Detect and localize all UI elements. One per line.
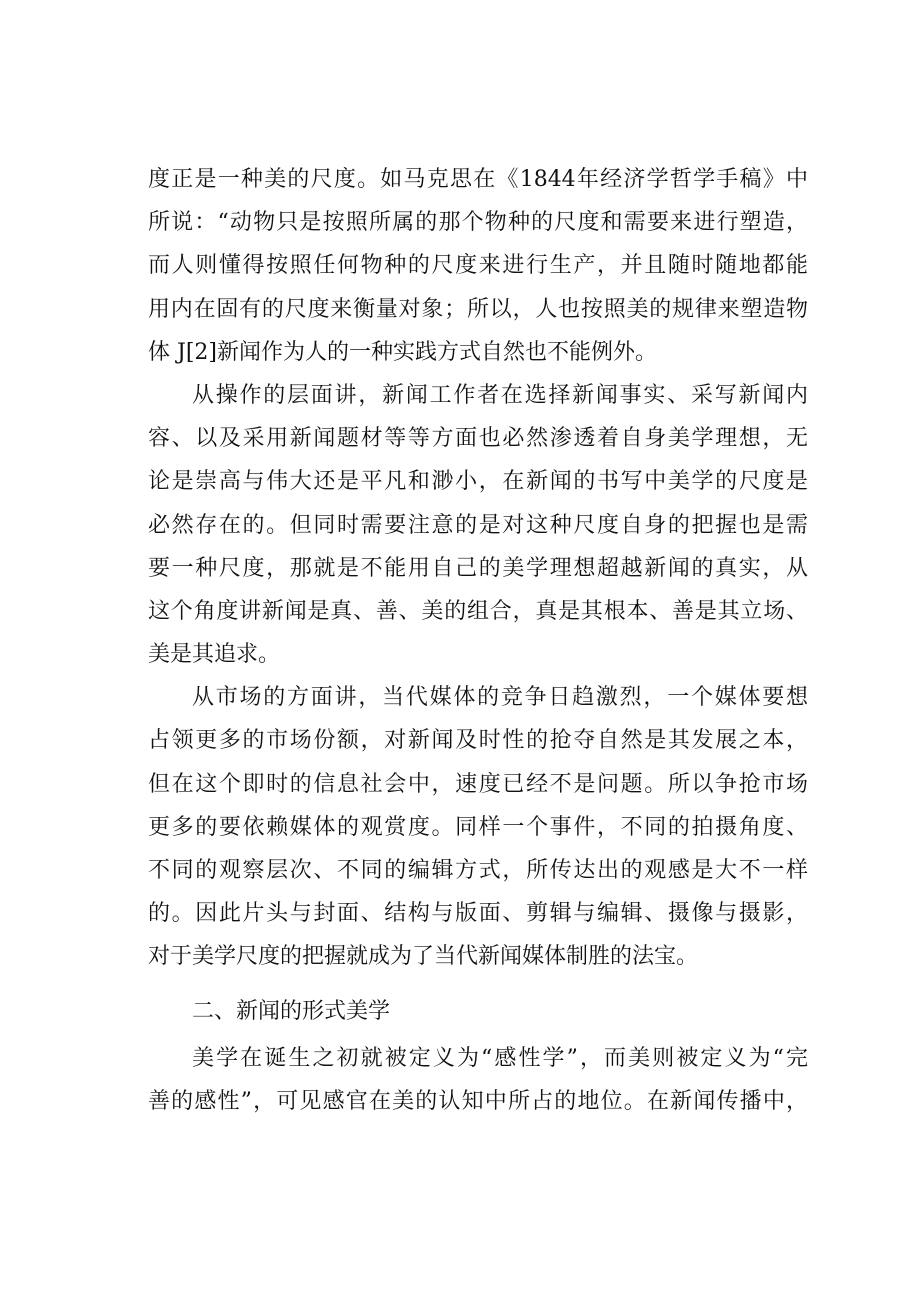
text-line: 不同的观察层次、不同的编辑方式，所传达出的观感是大不一样 bbox=[148, 858, 808, 883]
text-line: 更多的要依赖媒体的观赏度。同样一个事件，不同的拍摄角度、 bbox=[148, 814, 808, 840]
paragraph-4 bbox=[148, 1037, 808, 1123]
text-line: 而人则懂得按照任何物种的尺度来进行生产，并且随时随地都能 bbox=[148, 253, 808, 279]
text-line: 论是崇高与伟大还是平凡和渺小，在新闻的书写中美学的尺度是 bbox=[148, 469, 808, 495]
text-line: 要一种尺度，那就是不能用自己的美学理想超越新闻的真实，从 bbox=[148, 555, 808, 581]
text-line: 对于美学尺度的把握就成为了当代新闻媒体制胜的法宝。 bbox=[148, 944, 699, 970]
text-line: 容、以及采用新闻题材等等方面也必然渗透着自身美学理想，无 bbox=[148, 426, 808, 452]
section-heading: 二、新闻的形式美学 bbox=[192, 998, 391, 1024]
text-line: 美是其追求。 bbox=[148, 642, 281, 668]
text-line: 从操作的层面讲，新闻工作者在选择新闻事实、采写新闻内 bbox=[192, 382, 808, 408]
text-line: 所说：“动物只是按照所属的那个物种的尺度和需要来进行塑造， bbox=[148, 210, 808, 236]
text-line: 的。因此片头与封面、结构与版面、剪辑与编辑、摄像与摄影， bbox=[148, 901, 808, 927]
paragraph-2 bbox=[148, 374, 808, 676]
text-line: 从市场的方面讲，当代媒体的竞争日趋激烈，一个媒体要想 bbox=[192, 685, 808, 711]
document-page bbox=[148, 158, 808, 1123]
text-line: 占领更多的市场份额，对新闻及时性的抢夺自然是其发展之本， bbox=[148, 728, 808, 754]
text-line: 但在这个即时的信息社会中，速度已经不是问题。所以争抢市场 bbox=[148, 771, 808, 797]
text-line: 用内在固有的尺度来衡量对象；所以，人也按照美的规律来塑造物 bbox=[148, 296, 808, 322]
text-line: 美学在诞生之初就被定义为“感性学”，而美则被定义为“完 bbox=[192, 1045, 808, 1071]
paragraph-1 bbox=[148, 158, 808, 374]
text-line: 度正是一种美的尺度。如马克思在《1844年经济学哲学手稿》中 bbox=[148, 167, 808, 192]
text-line: 这个角度讲新闻是真、善、美的组合，真是其根本、善是其立场、 bbox=[148, 598, 808, 624]
text-line: 体 J[2]新闻作为人的一种实践方式自然也不能例外。 bbox=[148, 339, 657, 365]
text-line: 必然存在的。但同时需要注意的是对这种尺度自身的把握也是需 bbox=[148, 512, 808, 538]
text-line: 善的感性”，可见感官在美的认知中所占的地位。在新闻传播中， bbox=[148, 1088, 808, 1114]
paragraph-3 bbox=[148, 676, 808, 978]
